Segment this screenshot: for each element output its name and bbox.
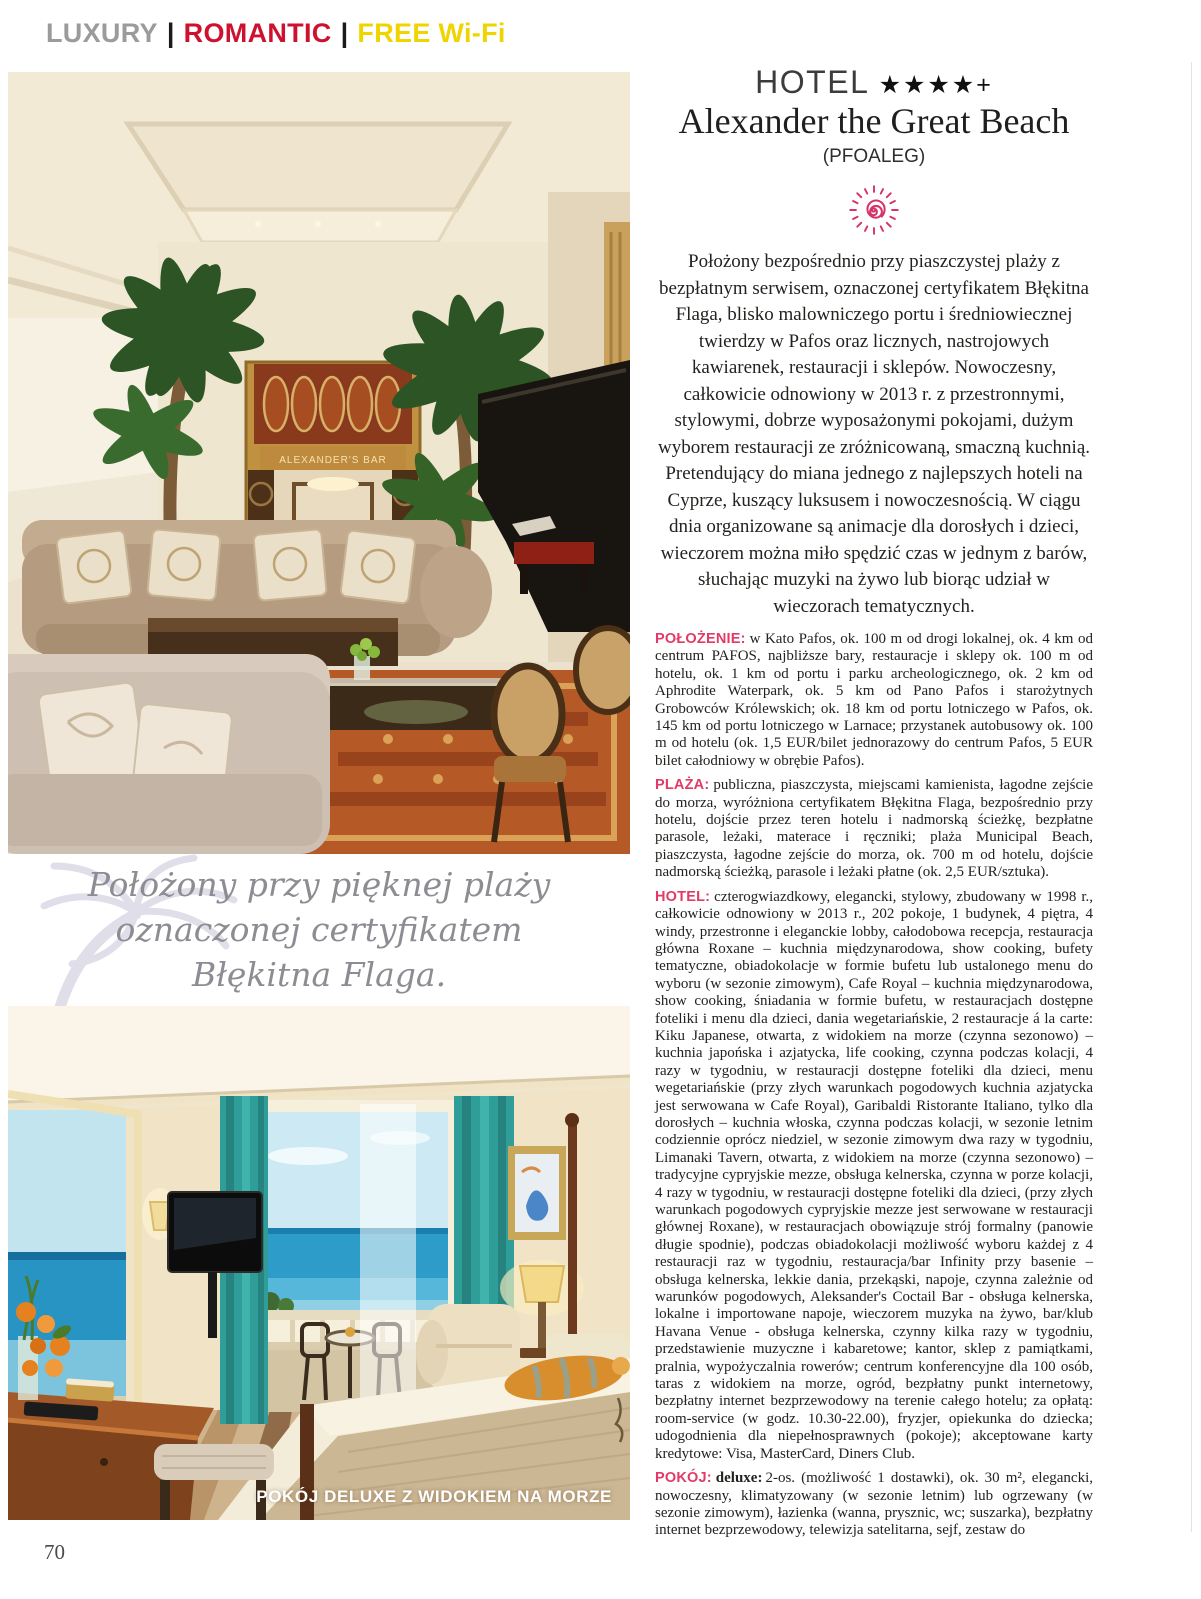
bar-sign-text: ALEXANDER'S BAR	[279, 455, 387, 466]
hotel-intro-paragraph: Położony bezpośrednio przy piaszczystej plaży z bezpłatnym serwisem, oznaczonej certyfikatem Błękitna Flaga, blisko malowniczego portu i średniowiecznej twierdzy w Pafos oraz licznych, nastrojowych kawiarenek, restauracji i sklepów. Nowoczesny, całkowicie odnowiony w 2013 r. z przestronnymi, stylowymi, dobrze wyposażonymi pokojami, dużym wyborem restauracji ze zróżnicowaną, smaczną kuchnią. Pretendujący do miana jednego z najlepszych hoteli na Cyprze, kuszący luksusem i nowoczesnością. W ciągu dnia organizowane są animacje dla dorosłych i dzieci, wieczorem można miło spędzić czas w jednym z barów, słuchając muzyki na żywo lub biorąc udział w wieczorach tematycznych.	[657, 251, 1091, 617]
hotel-name: Alexander the Great Beach	[678, 101, 1070, 141]
room-photo-caption: POKÓJ DELUXE Z WIDOKIEM NA MORZE	[256, 1487, 612, 1506]
photo-quote: Położony przy pięknej plaży oznaczonej certyfikatem Błękitna Flaga.	[87, 865, 551, 994]
sun-icon	[848, 184, 900, 236]
section-polozenie	[655, 631, 1093, 770]
section-text-polozenie: w Kato Pafos, ok. 100 m od drogi lokalnej, ok. 4 km od centrum PAFOS, najbliższe bary, restauracje i sklepy ok. 100 m od hotelu, ok. 1 km od portu i parku archeologicznego, ok. 2 km od Aphrodite Waterpark, ok. 5 km od Pano Pafos i starożytnych Grobowców Królewskich; ok. 18 km od portu lotniczego w Pafos, ok. 145 km od portu lotniczego w Larnace; przystanek autobusowy ok. 100 m od hotelu (ok. 1,5 EUR/bilet jednorazowy do centrum Pafos, 5 EUR bilet całodniowy w obrębie Pafos).	[655, 631, 1093, 769]
tag-luxury: LUXURY	[46, 18, 158, 48]
hotel-detail-sections	[655, 631, 1093, 1540]
lobby-photo-illustration	[8, 72, 630, 854]
section-label-polozenie: POŁOŻENIE:	[655, 631, 746, 647]
piano-bench	[514, 542, 594, 564]
hotel-description-column	[655, 64, 1093, 1540]
page-number: 70	[44, 1540, 65, 1564]
hotel-category-line	[655, 64, 1093, 101]
section-label-plaza: PLAŻA:	[655, 777, 710, 794]
section-plaza	[655, 777, 1093, 881]
sheer-curtain	[360, 1104, 416, 1410]
room-photo-illustration	[8, 1006, 630, 1520]
section-text-pokoj: 2-os. (możliwość 1 dostawki), ok. 30 m², elegancki, nowoczesny, klimatyzowany (w sezonie letnim) lub ogrzewany (w sezonie zimowym), łazienka (wanna, prysznic, wc; suszarka), bezpłatny internet bezprzewodowy, telewizja satelitarna, sejf, zestaw do	[655, 1470, 1093, 1539]
section-pokoj	[655, 1470, 1093, 1540]
framed-picture	[508, 1146, 566, 1240]
deluxe-room-photo	[8, 1006, 630, 1520]
sofa-front	[8, 654, 330, 854]
section-label-hotel: HOTEL:	[655, 888, 711, 905]
quote-band	[8, 854, 630, 1006]
tag-romantic: ROMANTIC	[183, 18, 332, 48]
section-text-plaza: publiczna, piaszczysta, miejscami kamienista, łagodne zejście do morza, wyróżniona certyfikatem Błękitna Flaga, bezpośrednio przy hotelu, dojście przez teren hotelu i nadmorską ścieżkę, bezpłatne parasole, leżaki, materace i ręczniki; plaża Municipal Beach, piaszczysta, łagodne zejście do morza, ok. 700 m od hotelu, dojście nadmorską ścieżką, parasole i leżaki płatne (ok. 2,5 EUR/sztuka).	[655, 777, 1093, 881]
category-tags	[46, 18, 506, 49]
section-room-type: deluxe:	[715, 1470, 763, 1487]
tag-free-wifi: FREE Wi-Fi	[357, 18, 506, 48]
hotel-code: (PFOALEG)	[822, 146, 926, 167]
star-rating: ★★★★+	[878, 71, 993, 99]
lobby-photo	[8, 72, 630, 854]
page-edge-line	[1191, 62, 1192, 1532]
hotel-word: HOTEL	[755, 64, 869, 100]
tag-separator: |	[340, 18, 349, 48]
section-label-pokoj: POKÓJ:	[655, 1470, 712, 1487]
tag-separator: |	[166, 18, 175, 48]
section-text-hotel: czterogwiazdkowy, elegancki, stylowy, zbudowany w 1998 r., całkowicie odnowiony w 2013 r., 202 pokoje, 1 budynek, 4 piętra, 4 windy, przestronne i eleganckie lobby, całodobowa recepcja, restauracja główna Roxane – kuchnia międzynarodowa, show cooking, bufety tematyczne, obiadokolacje w formie bufetu lub ustalonego menu do wyboru (w sezonie zimowym), Cafe Royal – kuchnia międzynarodowa, show cooking, śniadania w formie bufetu, w restauracjach dostępne foteliki i menu dla dzieci, dania wegetariańskie, 2 restauracje á la carte: Kiku Japanese, otwarta, z widokiem na morze (czynna sezonowo) – kuchnia japońska i azjatycka, life cooking, czynna podczas kolacji, 4 razy w tygodniu, w restauracji dostępne foteliki dla dzieci, menu wegetariańskie (przy złych warunkach pogodowych kuchnia azjatycka jest serwowana w Cafe Royal), Garibaldi Ristorante Italiano, tylko dla dorosłych – kuchnia włoska, czynna podczas kolacji, w sezonie letnim codziennie oprócz niedziel, w sezonie zimowym dwa razy w tygodniu, Limanaki Tavern, otwarta, z widokiem na morze (czynna sezonowo) – tradycyjne cypryjskie mezze, obsługa kelnerska, czynna w porze kolacji, 4 razy w tygodniu, w restauracji dostępne foteliki dla dzieci, (przy złych warunkach pogodowych cypryjskie mezze jest serwowane w restauracji głównej Roxane), w restauracjach obowiązuje strój formalny (panowie długie spodnie), podczas obiadokolacji możliwość wyboru każdej z 4 restauracji raz w tygodniu, restauracja/bar Infinity przy basenie – obsługa kelnerska, lekkie dania, przekąski, napoje, czynna zależnie od warunków pogodowych, Aleksander's Coctail Bar - obsługa kelnerska, lokalne i importowane napoje, wieczorem muzyka na żywo, bar/klub Havana Venue - obsługa kelnerska, czynny kilka razy w tygodniu, przedstawienie muzyczne i kabaretowe; kantor, sklep z pamiątkami, pralnia, wypożyczalnia rowerów; centrum konferencyjne dla 100 osób, taras z widokiem na morze, ogród, bezpłatny punkt internetowy, bezpłatny internet bezprzewodowy na terenie całego hotelu; za opłatą: room-service (w godz. 10.30-22.00), fryzjer, opiekunka do dziecka; udogodnienia dla niepełnosprawnych (pokoje); akceptowane karty kredytowe: Visa, MasterCard, Diners Club.	[655, 888, 1093, 1462]
section-hotel	[655, 889, 1093, 1463]
